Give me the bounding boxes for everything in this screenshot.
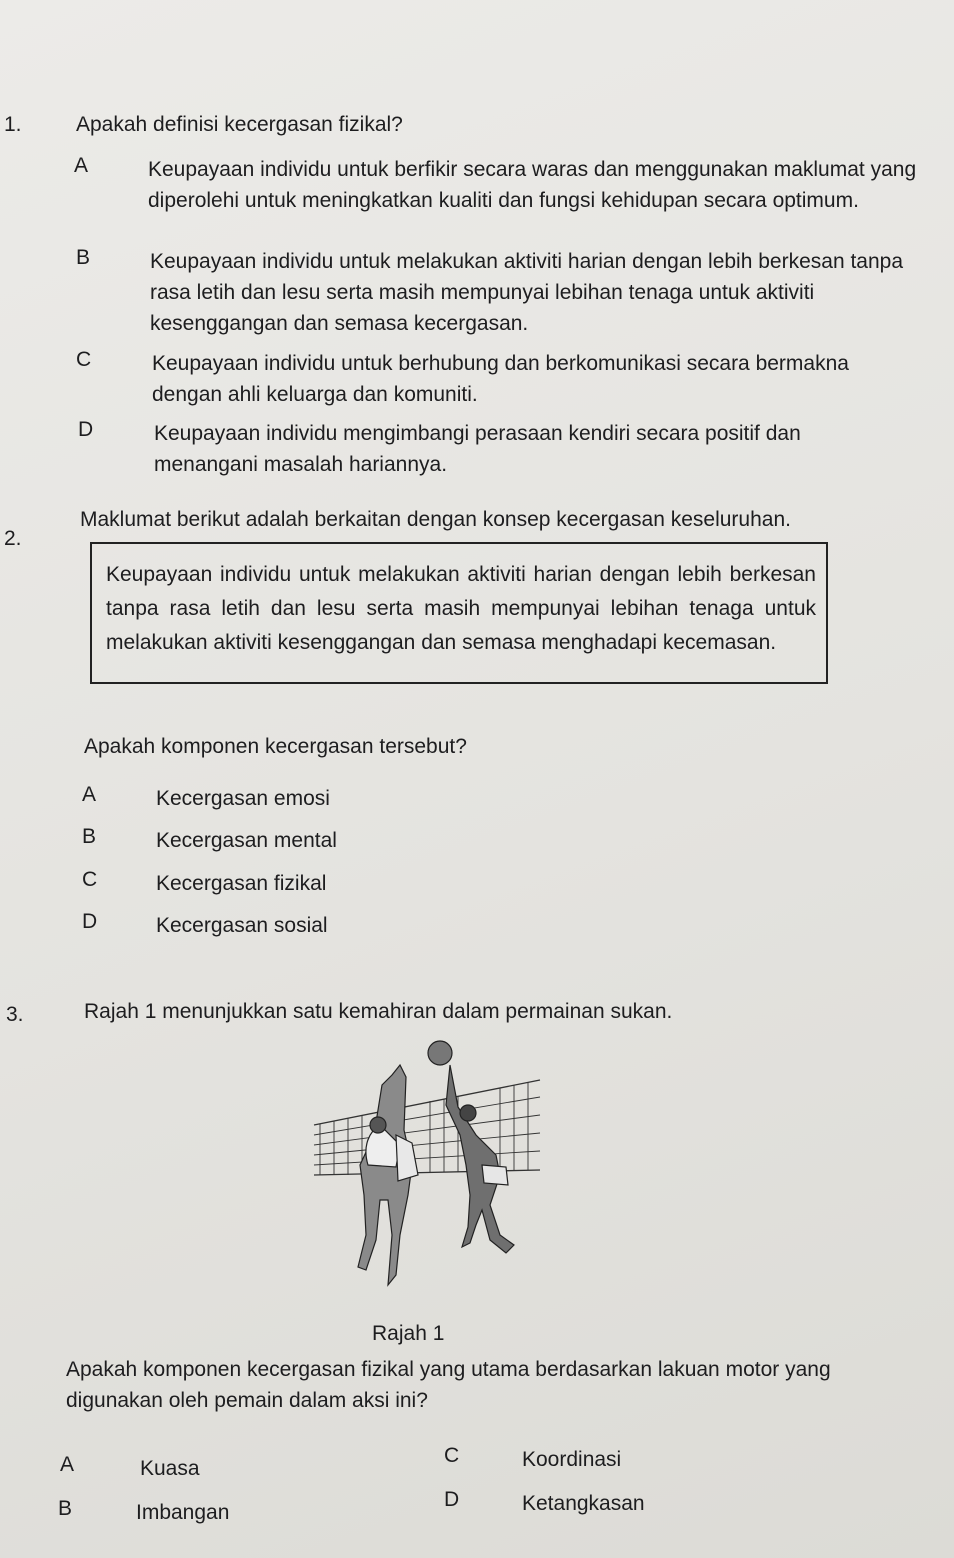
option-text: Keupayaan individu untuk berfikir secara waras dan menggunakan maklumat yang diperolehi untuk meningkatkan kualiti dan fungsi kehidupan secara optimum. [148, 158, 917, 212]
ball [428, 1041, 452, 1065]
option-letter: D [78, 418, 94, 441]
volleyball-illustration [300, 1035, 560, 1305]
option-text: Koordinasi [522, 1448, 622, 1471]
volleyball-net [314, 1080, 540, 1175]
q3-option-c[interactable] [444, 1444, 621, 1475]
blocker-players [358, 1065, 418, 1285]
figure-caption: Rajah 1 [372, 1322, 445, 1345]
q3-option-b[interactable] [58, 1497, 229, 1528]
option-letter: A [60, 1453, 75, 1476]
q1-number: 1. [4, 113, 22, 136]
q1-option-a[interactable] [74, 154, 934, 216]
q2-option-c[interactable] [82, 868, 326, 899]
option-letter: C [444, 1444, 460, 1467]
option-text: Ketangkasan [522, 1492, 645, 1515]
option-text: Kecergasan emosi [156, 787, 330, 810]
option-text: Kuasa [140, 1457, 200, 1480]
option-text: Kecergasan fizikal [156, 872, 327, 895]
q1-option-b[interactable] [76, 246, 936, 339]
option-text: Keupayaan individu untuk berhubung dan berkomunikasi secara bermakna dengan ahli keluarga dan komuniti. [152, 352, 849, 406]
option-letter: C [82, 868, 98, 891]
q2-option-b[interactable] [82, 825, 337, 856]
option-text: Keupayaan individu untuk melakukan aktiviti harian dengan lebih berkesan tanpa rasa letih dan lesu serta masih mempunyai lebihan tenaga untuk aktiviti kesenggangan dan semasa kecergasan. [150, 250, 904, 335]
q3-number: 3. [6, 1003, 24, 1026]
q2-question: Apakah komponen kecergasan tersebut? [84, 735, 467, 758]
q3-option-d[interactable] [444, 1488, 645, 1519]
q3-question: Apakah komponen kecergasan fizikal yang utama berdasarkan lakuan motor yang digunakan oleh pemain dalam aksi ini? [66, 1358, 831, 1412]
option-text: Kecergasan mental [156, 829, 337, 852]
option-letter: B [58, 1497, 73, 1520]
q2-option-a[interactable] [82, 783, 330, 814]
q2-number: 2. [4, 527, 22, 550]
option-text: Keupayaan individu mengimbangi perasaan kendiri secara positif dan menangani masalah hariannya. [154, 422, 801, 476]
option-letter: D [444, 1488, 460, 1511]
option-text: Imbangan [136, 1501, 230, 1524]
q3-option-a[interactable] [60, 1453, 200, 1484]
option-letter: B [76, 246, 91, 269]
option-letter: C [76, 348, 92, 371]
option-letter: B [82, 825, 97, 848]
q1-option-d[interactable] [78, 418, 938, 480]
option-letter: A [82, 783, 97, 806]
option-letter: A [74, 154, 89, 177]
q1-option-c[interactable] [76, 348, 936, 410]
q2-intro: Maklumat berikut adalah berkaitan dengan konsep kecergasan keseluruhan. [80, 508, 791, 531]
q1-question: Apakah definisi kecergasan fizikal? [76, 113, 403, 136]
q2-option-d[interactable] [82, 910, 328, 941]
option-letter: D [82, 910, 98, 933]
q2-info-box: Keupayaan individu untuk melakukan aktiviti harian dengan lebih berkesan tanpa rasa letih dan lesu serta masih mempunyai lebihan tenaga untuk melakukan aktiviti kesenggangan dan semasa menghadapi kecemasan. [90, 542, 828, 684]
spiker-player [446, 1065, 514, 1253]
q3-intro: Rajah 1 menunjukkan satu kemahiran dalam permainan sukan. [84, 1000, 673, 1023]
option-text: Kecergasan sosial [156, 914, 328, 937]
